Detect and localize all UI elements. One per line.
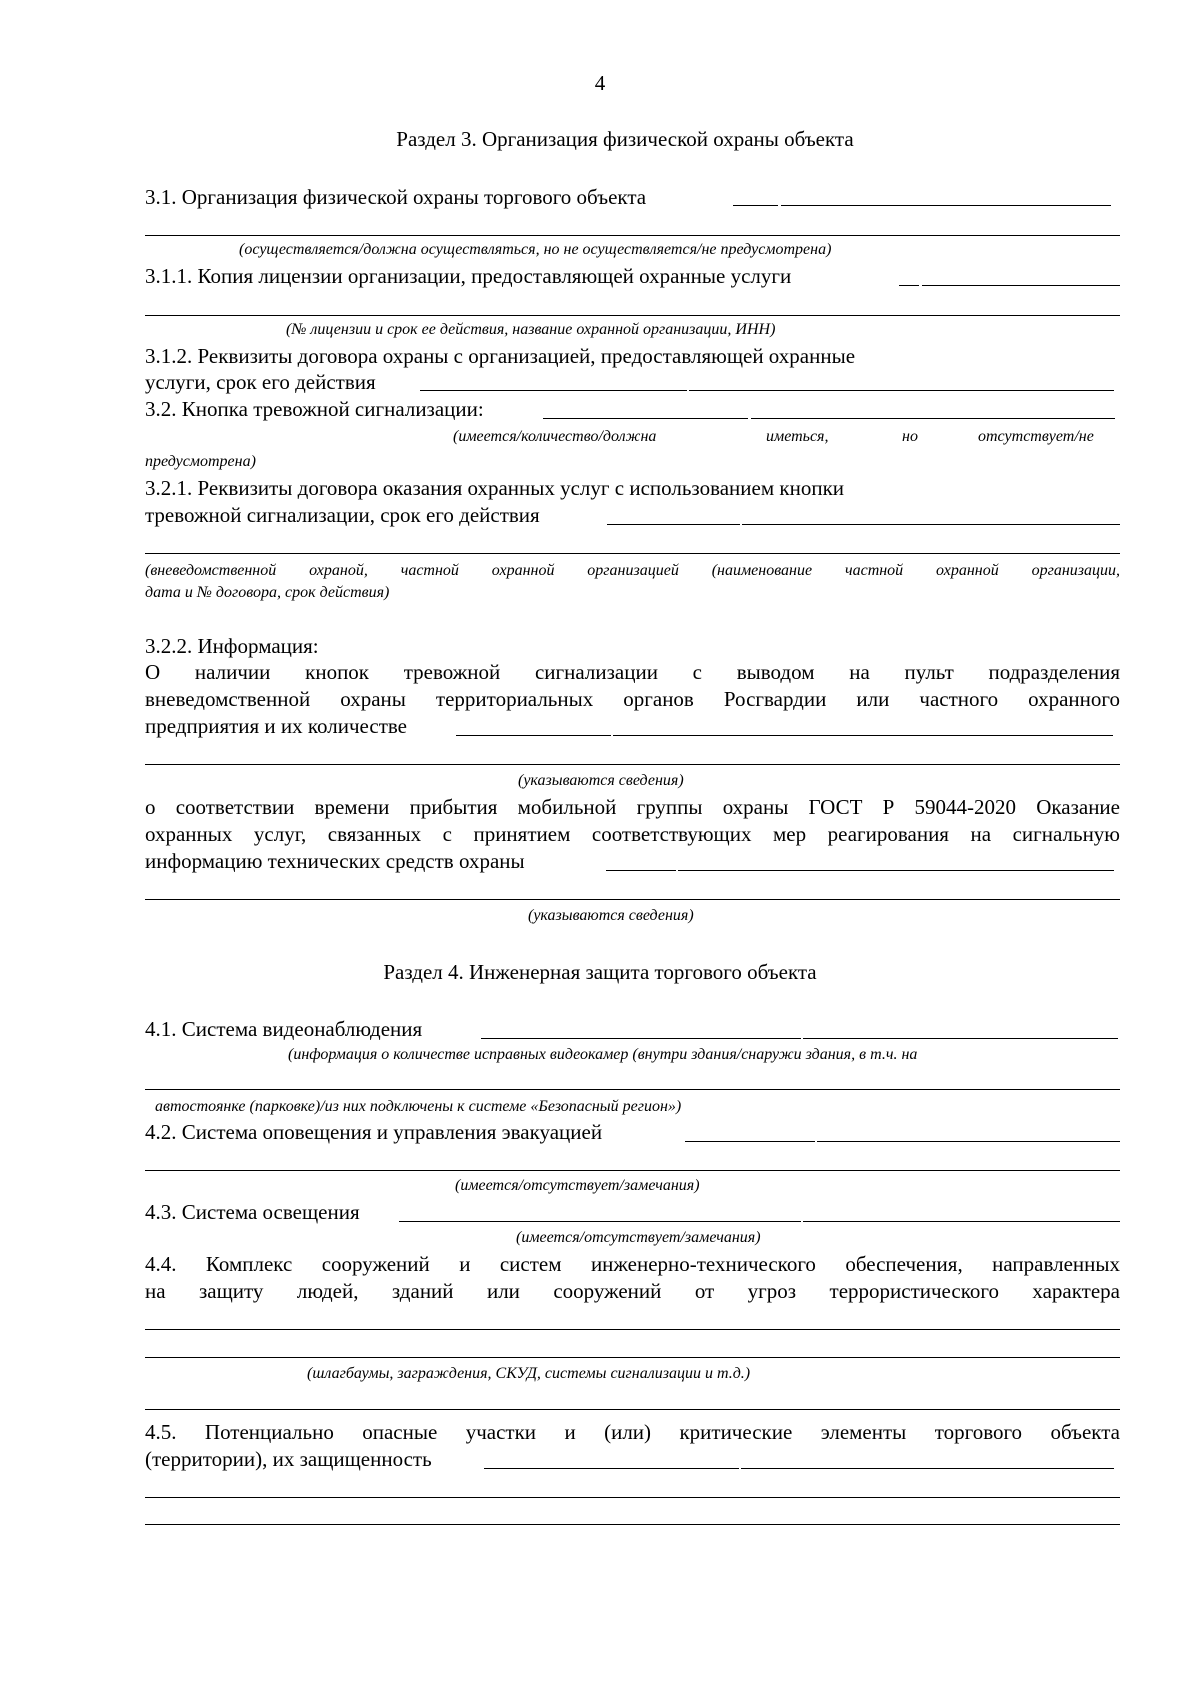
hint-3-2-line2: предусмотрена) [145, 453, 256, 470]
fill-line [689, 390, 1114, 391]
fill-line [456, 735, 611, 736]
fill-line [742, 524, 1120, 525]
fill-line [484, 1468, 739, 1469]
item-4-1-label: 4.1. Система видеонаблюдения [145, 1017, 423, 1041]
hint-4-4: (шлагбаумы, заграждения, СКУД, системы сигнализации и т.д.) [307, 1365, 751, 1382]
gost-line3: информацию технических средств охраны [145, 849, 525, 873]
item-3-2-1-line2: тревожной сигнализации, срок его действия [145, 503, 540, 527]
fill-line [399, 1221, 801, 1222]
hint-3-1-1: (№ лицензии и срок ее действия, название охранной организации, ИНН) [286, 321, 776, 338]
fill-line [145, 1329, 1120, 1330]
fill-line [607, 524, 740, 525]
hint-3-2-word-4: отсутствует/не [978, 428, 1094, 445]
hint-info-1: (указываются сведения) [518, 772, 684, 789]
item-3-1-1-label: 3.1.1. Копия лицензии организации, предоставляющей охранные услуги [145, 264, 792, 288]
fill-line [145, 1089, 1120, 1090]
fill-line [733, 205, 778, 206]
fill-line [145, 315, 1120, 316]
info-line1: О наличии кнопок тревожной сигнализации с выводом на пульт подразделения [145, 660, 1120, 684]
fill-line [606, 870, 676, 871]
fill-line [741, 1468, 1114, 1469]
hint-3-2-word-3: но [902, 428, 918, 445]
item-4-3-label: 4.3. Система освещения [145, 1200, 360, 1224]
fill-line [145, 1170, 1120, 1171]
page-number: 4 [594, 71, 606, 95]
section-3-title: Раздел 3. Организация физической охраны объекта [396, 127, 854, 151]
fill-line [145, 1409, 1120, 1410]
fill-line [922, 285, 1120, 286]
fill-line [145, 1357, 1120, 1358]
fill-line [781, 205, 1111, 206]
item-3-1-2-line2: услуги, срок его действия [145, 370, 376, 394]
hint-3-1: (осуществляется/должна осуществляться, но не осуществляется/не предусмотрена) [239, 241, 832, 258]
fill-line [145, 235, 1120, 236]
hint-3-2-word-2: иметься, [766, 428, 829, 445]
info-line2: вневедомственной охраны территориальных органов Росгвардии или частного охранного [145, 687, 1120, 711]
fill-line [685, 1141, 815, 1142]
item-4-5-line1: 4.5. Потенциально опасные участки и (или) критические элементы торгового объекта [145, 1420, 1120, 1444]
hint-3-2-word-1: (имеется/количество/должна [453, 428, 657, 445]
fill-line [145, 899, 1120, 900]
gost-line2: охранных услуг, связанных с принятием соответствующих мер реагирования на сигнальную [145, 822, 1120, 846]
item-4-5-line2: (территории), их защищенность [145, 1447, 432, 1471]
fill-line [145, 764, 1120, 765]
item-4-2-label: 4.2. Система оповещения и управления эвакуацией [145, 1120, 603, 1144]
fill-line [613, 735, 1113, 736]
hint-info-2: (указываются сведения) [528, 907, 694, 924]
fill-line [420, 390, 687, 391]
hint-4-1-line1: (информация о количестве исправных видеокамер (внутри здания/снаружи здания, в т.ч. на [288, 1046, 918, 1063]
fill-line [803, 1038, 1118, 1039]
fill-line [145, 553, 1120, 554]
item-3-2-label: 3.2. Кнопка тревожной сигнализации: [145, 397, 484, 421]
item-3-1-2-line1: 3.1.2. Реквизиты договора охраны с организацией, предоставляющей охранные [145, 344, 856, 368]
fill-line [751, 418, 1115, 419]
hint-3-2-1-line1: (вневедомственной охраной, частной охранной организацией (наименование частной охранной организации, [145, 562, 1120, 579]
fill-line [678, 870, 1114, 871]
item-4-4-line2: на защиту людей, зданий или сооружений от угроз террористического характера [145, 1279, 1120, 1303]
fill-line [899, 285, 919, 286]
hint-4-2: (имеется/отсутствует/замечания) [455, 1177, 700, 1194]
item-3-1-label: 3.1. Организация физической охраны торгового объекта [145, 185, 647, 209]
fill-line [803, 1221, 1120, 1222]
fill-line [145, 1497, 1120, 1498]
item-3-2-1-line1: 3.2.1. Реквизиты договора оказания охранных услуг с использованием кнопки [145, 476, 845, 500]
fill-line [145, 1524, 1120, 1525]
gost-line1: о соответствии времени прибытия мобильной группы охраны ГОСТ Р 59044-2020 Оказание [145, 795, 1120, 819]
fill-line [481, 1038, 801, 1039]
fill-line [543, 418, 748, 419]
fill-line [817, 1141, 1120, 1142]
section-4-title: Раздел 4. Инженерная защита торгового объекта [383, 960, 817, 984]
hint-3-2-1-line2: дата и № договора, срок действия) [145, 584, 390, 601]
item-3-2-2-label: 3.2.2. Информация: [145, 634, 319, 658]
hint-4-3: (имеется/отсутствует/замечания) [516, 1229, 761, 1246]
item-4-4-line1: 4.4. Комплекс сооружений и систем инженерно-технического обеспечения, направленных [145, 1252, 1120, 1276]
info-line3: предприятия и их количестве [145, 714, 407, 738]
hint-4-1-line2: автостоянке (парковке)/из них подключены к системе «Безопасный регион») [155, 1098, 682, 1115]
